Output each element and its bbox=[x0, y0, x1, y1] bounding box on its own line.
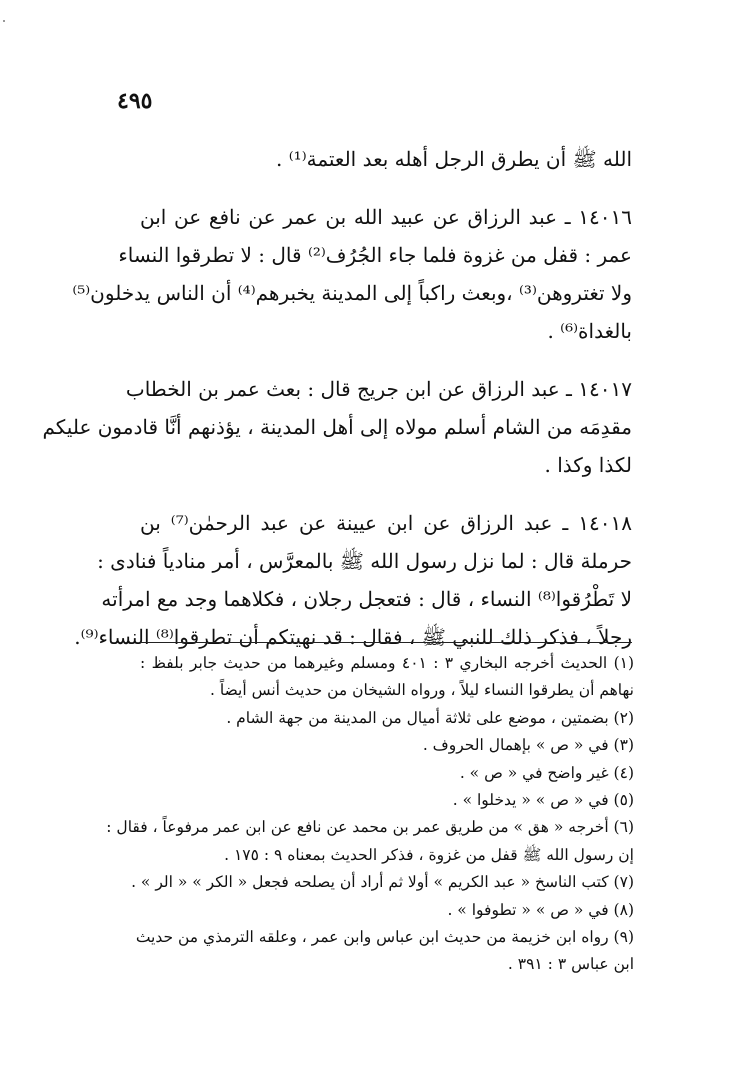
paragraph-gap bbox=[140, 178, 632, 198]
footnote-line: (٦) أخرجه « هق » من طريق عمر بن محمد عن نافع عن ابن عمر مرفوعاً ، فقال : bbox=[106, 818, 634, 837]
footnote-line: ابن عباس ٣ : ٣٩١ . bbox=[507, 955, 634, 974]
text-line: عمر : قفل من غزوة فلما جاء الجُرُف⁽²⁾ قال : لا تطرقوا النساء bbox=[118, 243, 632, 267]
footnote-separator bbox=[140, 642, 632, 643]
text-line: رجلاً ، فذكر ذلك للنبي ﷺ ، فقال : قد نهيتكم أن تطرقوا⁽⁸⁾ النساء⁽⁹⁾. bbox=[74, 625, 632, 649]
footnote-line: (٩) رواه ابن خزيمة من حديث ابن عباس وابن عمر ، وعلقه الترمذي من حديث bbox=[135, 927, 634, 946]
text-line: ١٤٠١٧ ـ عبد الرزاق عن ابن جريج قال : بعث عمر بن الخطاب bbox=[125, 377, 632, 401]
footnote-line: (٨) في « ص » « تطوفوا » . bbox=[447, 900, 634, 919]
text-line: الله ﷺ أن يطرق الرجل أهله بعد العتمة⁽¹⁾ . bbox=[276, 147, 632, 171]
text-line: ولا تغتروهن⁽³⁾ ،وبعث راكباً إلى المدينة يخبرهم⁽⁴⁾ أن الناس يدخلون⁽⁵⁾ bbox=[72, 281, 632, 305]
footnote-line: (٥) في « ص » « يدخلوا » . bbox=[452, 790, 634, 809]
text-line: بالغداة⁽⁶⁾ . bbox=[547, 319, 632, 343]
paragraph-gap bbox=[140, 484, 632, 504]
main-text bbox=[42, 140, 632, 656]
footnote-line: إن رسول الله ﷺ قفل من غزوة ، فذكر الحديث بمعناه ٩ : ١٧٥ . bbox=[224, 845, 634, 864]
footnote-line: (٧) كتب الناسخ « عبد الكريم » أولا ثم أراد أن يصلحه فجعل « الكر » « الر » . bbox=[131, 873, 634, 892]
scan-speck bbox=[3, 20, 5, 22]
text-line: لا تَطْرُقوا⁽⁸⁾ النساء ، قال : فتعجل رجلان ، فكلاهما وجد مع امرأته bbox=[101, 587, 632, 611]
footnote-line: (١) الحديث أخرجه البخاري ٣ : ٤٠١ ومسلم وغيرهما من حديث جابر بلفظ : bbox=[140, 654, 635, 672]
footnote-line: نهاهم أن يطرقوا النساء ليلاً ، ورواه الشيخان من حديث أنس أيضاً . bbox=[210, 681, 634, 700]
footnotes bbox=[106, 650, 635, 979]
page-number: ٤٩٥ bbox=[117, 88, 153, 114]
text-line: مقدِمَه من الشام أسلم مولاه إلى أهل المدينة ، يؤذنهم أنَّا قادمون عليكم bbox=[42, 415, 632, 439]
text-line: لكذا وكذا . bbox=[544, 453, 632, 477]
paragraph-gap bbox=[140, 350, 632, 370]
text-line: ١٤٠١٦ ـ عبد الرزاق عن عبيد الله بن عمر عن نافع عن ابن bbox=[140, 205, 632, 229]
text-line: حرملة قال : لما نزل رسول الله ﷺ بالمعرَّس ، أمر منادياً فنادى : bbox=[97, 549, 632, 573]
footnote-line: (٣) في « ص » بإهمال الحروف . bbox=[422, 736, 634, 755]
footnote-line: (٢) بضمتين ، موضع على ثلاثة أميال من المدينة من جهة الشام . bbox=[226, 708, 634, 727]
text-line: ١٤٠١٨ ـ عبد الرزاق عن ابن عيينة عن عبد الرحمٰن⁽⁷⁾ بن bbox=[140, 511, 632, 535]
footnote-line: (٤) غير واضح في « ص » . bbox=[459, 763, 634, 782]
